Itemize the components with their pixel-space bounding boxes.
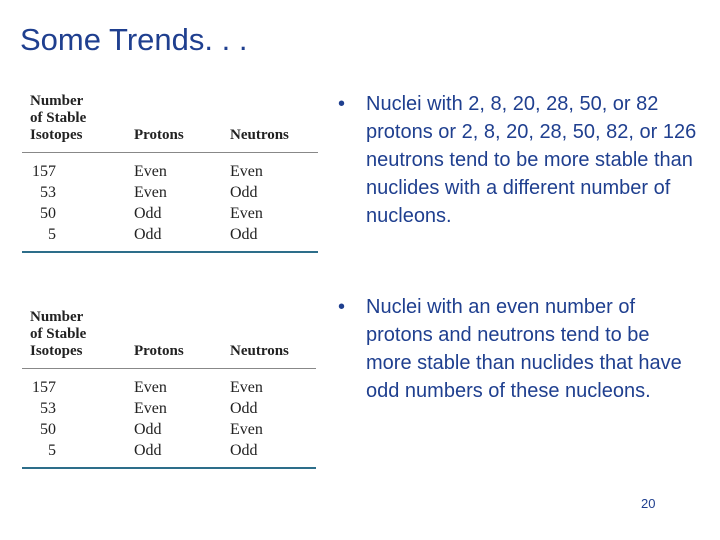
cell-protons: Odd bbox=[134, 421, 162, 438]
table-body bbox=[22, 369, 316, 465]
table-body bbox=[22, 153, 318, 249]
table-row bbox=[22, 398, 316, 419]
cell-count: 50 bbox=[40, 205, 56, 222]
bullet-item bbox=[338, 90, 700, 230]
cell-neutrons: Even bbox=[230, 379, 263, 396]
isotope-table-2 bbox=[22, 302, 316, 469]
table-rule bbox=[22, 467, 316, 469]
header-isotopes-line: Number bbox=[30, 93, 84, 109]
table-row bbox=[22, 203, 318, 224]
cell-protons: Odd bbox=[134, 442, 162, 459]
table-rule bbox=[22, 251, 318, 253]
header-isotopes bbox=[30, 309, 86, 360]
bullet-marker: • bbox=[338, 93, 346, 115]
bullet-text: Nuclei with 2, 8, 20, 28, 50, or 82 protons or 2, 8, 20, 28, 50, 82, or 126 neutrons tend to be more stable than nuclides with a different number of nucleons. bbox=[366, 93, 697, 227]
bullet-even-odd bbox=[338, 293, 700, 405]
table-row bbox=[22, 440, 316, 461]
cell-count: 50 bbox=[40, 421, 56, 438]
cell-count: 157 bbox=[32, 379, 56, 396]
cell-neutrons: Even bbox=[230, 205, 263, 222]
cell-neutrons: Even bbox=[230, 421, 263, 438]
cell-protons: Odd bbox=[134, 205, 162, 222]
header-protons: Protons bbox=[134, 343, 184, 359]
cell-protons: Odd bbox=[134, 226, 162, 243]
slide-title: Some Trends. . . bbox=[20, 22, 248, 57]
table-row bbox=[22, 182, 318, 203]
header-isotopes-line: of Stable bbox=[30, 110, 87, 126]
table-row bbox=[22, 224, 318, 245]
cell-count: 53 bbox=[40, 184, 56, 201]
header-isotopes-line: of Stable bbox=[30, 326, 87, 342]
bullet-item bbox=[338, 293, 700, 405]
header-isotopes-line: Isotopes bbox=[30, 127, 83, 143]
bullet-marker: • bbox=[338, 296, 346, 318]
cell-neutrons: Even bbox=[230, 163, 263, 180]
isotope-table-1 bbox=[22, 86, 318, 253]
header-neutrons: Neutrons bbox=[230, 343, 289, 359]
cell-count: 157 bbox=[32, 163, 56, 180]
bullet-text: Nuclei with an even number of protons and neutrons tend to be more stable than nuclides that have odd numbers of these nucleons. bbox=[366, 296, 682, 402]
table-row bbox=[22, 377, 316, 398]
header-isotopes-line: Number bbox=[30, 309, 84, 325]
cell-neutrons: Odd bbox=[230, 400, 258, 417]
table-row bbox=[22, 419, 316, 440]
cell-count: 5 bbox=[48, 226, 56, 243]
page-number: 20 bbox=[641, 496, 656, 511]
cell-protons: Even bbox=[134, 379, 167, 396]
cell-neutrons: Odd bbox=[230, 226, 258, 243]
cell-count: 5 bbox=[48, 442, 56, 459]
header-neutrons: Neutrons bbox=[230, 127, 289, 143]
cell-protons: Even bbox=[134, 400, 167, 417]
table-row bbox=[22, 161, 318, 182]
table-header bbox=[22, 86, 318, 150]
table-header bbox=[22, 302, 316, 366]
cell-neutrons: Odd bbox=[230, 442, 258, 459]
header-isotopes-line: Isotopes bbox=[30, 343, 83, 359]
cell-protons: Even bbox=[134, 184, 167, 201]
bullet-magic-numbers bbox=[338, 90, 700, 230]
cell-count: 53 bbox=[40, 400, 56, 417]
header-protons: Protons bbox=[134, 127, 184, 143]
header-isotopes bbox=[30, 93, 86, 144]
cell-protons: Even bbox=[134, 163, 167, 180]
cell-neutrons: Odd bbox=[230, 184, 258, 201]
